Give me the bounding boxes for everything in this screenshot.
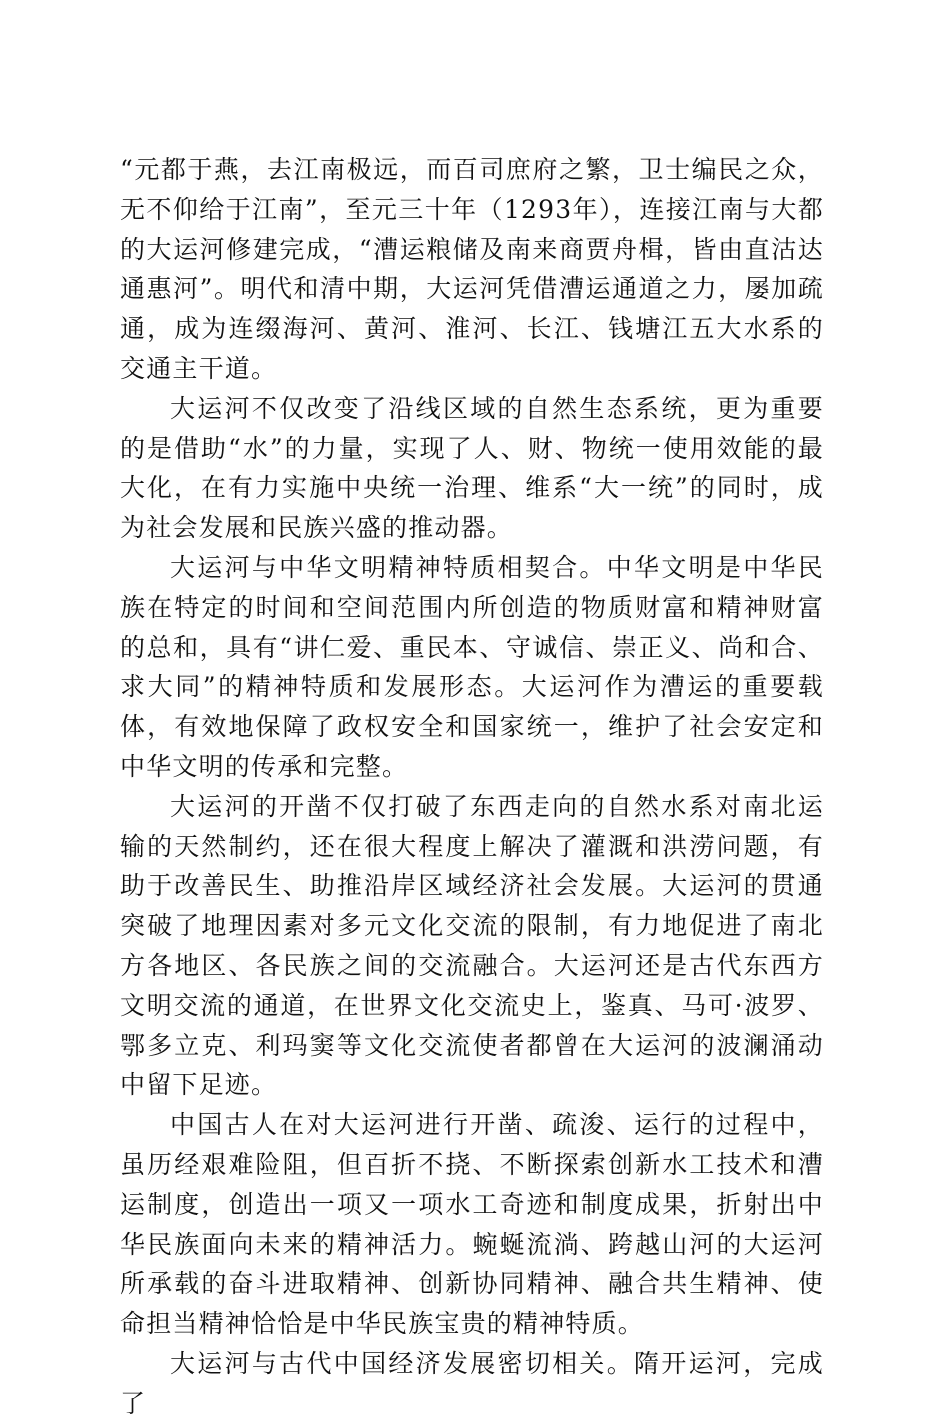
paragraph: 大运河的开凿不仅打破了东西走向的自然水系对南北运输的天然制约，还在很大程度上解决了灌溉和洪涝问题，有助于改善民生、助推沿岸区域经济社会发展。大运河的贯通突破了地理因素对多元文化交流的限制，有力地促进了南北方各地区、各民族之间的交流融合。大运河还是古代东西方文明交流的通道，在世界文化交流史上，鉴真、马可·波罗、鄂多立克、利玛窦等文化交流使者都曾在大运河的波澜涌动中留下足迹。 bbox=[120, 791, 824, 1100]
paragraph-truncated: 大运河与古代中国经济发展密切相关。隋开运河，完成了 bbox=[120, 1348, 824, 1418]
document-page bbox=[120, 150, 824, 1424]
paragraph: 大运河与中华文明精神特质相契合。中华文明是中华民族在特定的时间和空间范围内所创造的物质财富和精神财富的总和，具有“讲仁爱、重民本、守诚信、崇正义、尚和合、求大同”的精神特质和发展形态。大运河作为漕运的重要载体，有效地保障了政权安全和国家统一，维护了社会安定和中华文明的传承和完整。 bbox=[120, 552, 824, 781]
paragraph: 中国古人在对大运河进行开凿、疏浚、运行的过程中，虽历经艰难险阻，但百折不挠、不断探索创新水工技术和漕运制度，创造出一项又一项水工奇迹和制度成果，折射出中华民族面向未来的精神活力。蜿蜒流淌、跨越山河的大运河所承载的奋斗进取精神、创新协同精神、融合共生精神、使命担当精神恰恰是中华民族宝贵的精神特质。 bbox=[120, 1110, 824, 1339]
paragraph: 大运河不仅改变了沿线区域的自然生态系统，更为重要的是借助“水”的力量，实现了人、财、物统一使用效能的最大化，在有力实施中央统一治理、维系“大一统”的同时，成为社会发展和民族兴盛的推动器。 bbox=[120, 393, 824, 543]
paragraph-continued: “元都于燕，去江南极远，而百司庶府之繁，卫士编民之众，无不仰给于江南”，至元三十年（1293年），连接江南与大都的大运河修建完成，“漕运粮储及南来商贾舟楫，皆由直沽达通惠河”。明代和清中期，大运河凭借漕运通道之力，屡加疏通，成为连缀海河、黄河、淮河、长江、钱塘江五大水系的交通主干道。 bbox=[120, 155, 824, 383]
